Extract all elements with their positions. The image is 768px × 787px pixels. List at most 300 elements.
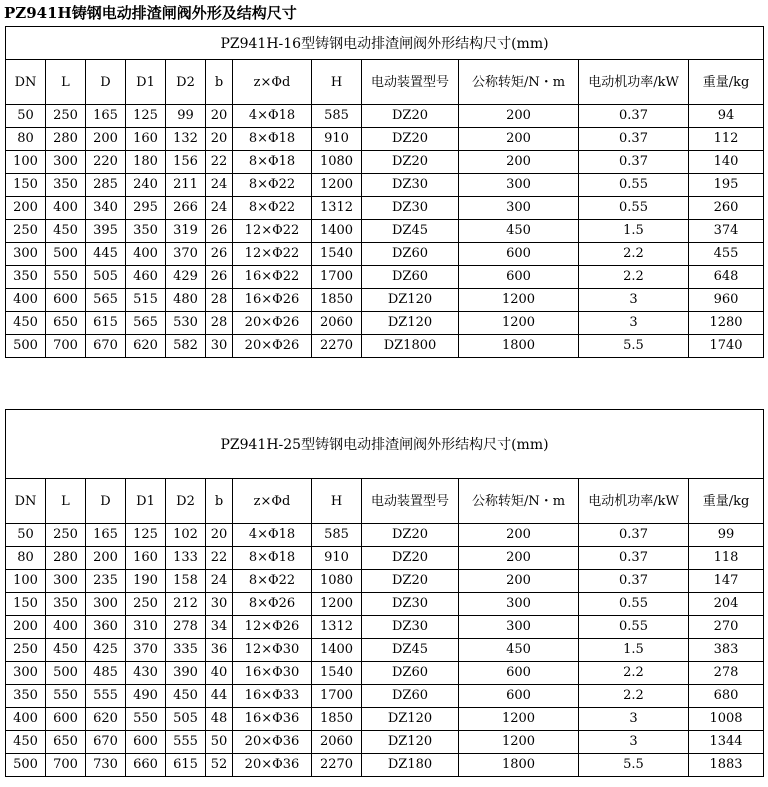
cell-torque: 600	[459, 243, 579, 266]
cell-d: 235	[86, 570, 126, 593]
cell-motor-power: 0.37	[579, 128, 689, 151]
cell-d2: 156	[166, 151, 206, 174]
cell-torque: 600	[459, 685, 579, 708]
header-weight: 重量/kg	[689, 479, 764, 524]
cell-d2: 319	[166, 220, 206, 243]
table-row	[6, 685, 764, 708]
cell-motor-power: 3	[579, 312, 689, 335]
cell-l: 550	[46, 685, 86, 708]
cell-torque: 200	[459, 547, 579, 570]
header-h: H	[312, 479, 362, 524]
cell-actuator-model: DZ20	[362, 151, 459, 174]
cell-b: 20	[206, 105, 233, 128]
cell-d1: 295	[126, 197, 166, 220]
table-row	[6, 731, 764, 754]
cell-d1: 460	[126, 266, 166, 289]
cell-motor-power: 0.37	[579, 151, 689, 174]
cell-dn: 150	[6, 593, 46, 616]
cell-d2: 450	[166, 685, 206, 708]
cell-actuator-model: DZ180	[362, 754, 459, 777]
cell-h: 1850	[312, 289, 362, 312]
cell-l: 650	[46, 312, 86, 335]
cell-actuator-model: DZ60	[362, 243, 459, 266]
cell-bolts: 16×Φ22	[233, 266, 312, 289]
cell-motor-power: 3	[579, 731, 689, 754]
cell-l: 650	[46, 731, 86, 754]
cell-h: 1400	[312, 220, 362, 243]
cell-weight: 260	[689, 197, 764, 220]
cell-torque: 1800	[459, 335, 579, 358]
cell-d1: 620	[126, 335, 166, 358]
cell-bolts: 12×Φ30	[233, 639, 312, 662]
header-actuator-model: 电动装置型号	[362, 479, 459, 524]
cell-h: 1540	[312, 662, 362, 685]
cell-b: 48	[206, 708, 233, 731]
cell-actuator-model: DZ30	[362, 174, 459, 197]
cell-d2: 429	[166, 266, 206, 289]
cell-actuator-model: DZ20	[362, 524, 459, 547]
cell-motor-power: 3	[579, 289, 689, 312]
table-row	[6, 754, 764, 777]
table-caption: PZ941H-25型铸钢电动排渣闸阀外形结构尺寸(mm)	[6, 410, 764, 479]
cell-l: 500	[46, 662, 86, 685]
cell-h: 1400	[312, 639, 362, 662]
cell-motor-power: 0.37	[579, 547, 689, 570]
cell-torque: 1200	[459, 731, 579, 754]
cell-d: 485	[86, 662, 126, 685]
cell-torque: 600	[459, 662, 579, 685]
cell-h: 585	[312, 105, 362, 128]
cell-d2: 530	[166, 312, 206, 335]
header-l: L	[46, 60, 86, 105]
cell-d2: 582	[166, 335, 206, 358]
table-row	[6, 220, 764, 243]
cell-b: 30	[206, 593, 233, 616]
cell-actuator-model: DZ45	[362, 639, 459, 662]
cell-d1: 250	[126, 593, 166, 616]
cell-h: 1540	[312, 243, 362, 266]
cell-l: 550	[46, 266, 86, 289]
cell-h: 2060	[312, 731, 362, 754]
cell-b: 26	[206, 266, 233, 289]
cell-actuator-model: DZ120	[362, 708, 459, 731]
cell-actuator-model: DZ60	[362, 266, 459, 289]
cell-motor-power: 5.5	[579, 335, 689, 358]
cell-d2: 133	[166, 547, 206, 570]
cell-bolts: 8×Φ18	[233, 151, 312, 174]
cell-l: 400	[46, 197, 86, 220]
header-d2: D2	[166, 60, 206, 105]
cell-weight: 1344	[689, 731, 764, 754]
header-bolts: z×Φd	[233, 479, 312, 524]
cell-d1: 180	[126, 151, 166, 174]
cell-l: 450	[46, 639, 86, 662]
cell-dn: 450	[6, 312, 46, 335]
cell-h: 2060	[312, 312, 362, 335]
cell-b: 36	[206, 639, 233, 662]
cell-d1: 550	[126, 708, 166, 731]
cell-bolts: 16×Φ26	[233, 289, 312, 312]
cell-h: 910	[312, 128, 362, 151]
cell-d1: 515	[126, 289, 166, 312]
cell-dn: 300	[6, 243, 46, 266]
cell-l: 700	[46, 754, 86, 777]
table-header-row	[6, 60, 764, 105]
table-row	[6, 105, 764, 128]
header-b: b	[206, 60, 233, 105]
cell-b: 26	[206, 220, 233, 243]
cell-d: 300	[86, 593, 126, 616]
cell-dn: 200	[6, 197, 46, 220]
cell-h: 2270	[312, 335, 362, 358]
cell-d: 165	[86, 524, 126, 547]
cell-actuator-model: DZ30	[362, 593, 459, 616]
cell-actuator-model: DZ30	[362, 197, 459, 220]
cell-l: 280	[46, 128, 86, 151]
cell-d: 615	[86, 312, 126, 335]
cell-b: 24	[206, 570, 233, 593]
cell-bolts: 8×Φ18	[233, 547, 312, 570]
cell-bolts: 16×Φ36	[233, 708, 312, 731]
cell-d2: 505	[166, 708, 206, 731]
cell-torque: 450	[459, 220, 579, 243]
cell-d1: 430	[126, 662, 166, 685]
cell-d: 565	[86, 289, 126, 312]
cell-weight: 99	[689, 524, 764, 547]
table-row	[6, 312, 764, 335]
cell-torque: 450	[459, 639, 579, 662]
cell-weight: 960	[689, 289, 764, 312]
header-actuator-model: 电动装置型号	[362, 60, 459, 105]
cell-bolts: 20×Φ26	[233, 312, 312, 335]
cell-bolts: 20×Φ36	[233, 754, 312, 777]
cell-torque: 200	[459, 570, 579, 593]
cell-motor-power: 0.55	[579, 593, 689, 616]
cell-weight: 140	[689, 151, 764, 174]
table-header-row	[6, 479, 764, 524]
cell-b: 30	[206, 335, 233, 358]
cell-weight: 94	[689, 105, 764, 128]
cell-actuator-model: DZ60	[362, 662, 459, 685]
cell-motor-power: 2.2	[579, 266, 689, 289]
cell-motor-power: 0.37	[579, 570, 689, 593]
table-row	[6, 570, 764, 593]
cell-dn: 250	[6, 220, 46, 243]
cell-torque: 200	[459, 151, 579, 174]
cell-actuator-model: DZ45	[362, 220, 459, 243]
cell-motor-power: 0.37	[579, 524, 689, 547]
cell-motor-power: 0.55	[579, 197, 689, 220]
cell-torque: 1200	[459, 289, 579, 312]
cell-bolts: 8×Φ26	[233, 593, 312, 616]
cell-motor-power: 5.5	[579, 754, 689, 777]
cell-torque: 200	[459, 128, 579, 151]
cell-d: 620	[86, 708, 126, 731]
cell-dn: 350	[6, 685, 46, 708]
table-row	[6, 197, 764, 220]
cell-motor-power: 0.55	[579, 174, 689, 197]
cell-weight: 147	[689, 570, 764, 593]
cell-bolts: 20×Φ36	[233, 731, 312, 754]
cell-dn: 500	[6, 335, 46, 358]
cell-d1: 660	[126, 754, 166, 777]
cell-h: 1312	[312, 197, 362, 220]
cell-b: 28	[206, 289, 233, 312]
cell-d: 340	[86, 197, 126, 220]
cell-motor-power: 0.55	[579, 616, 689, 639]
cell-b: 50	[206, 731, 233, 754]
cell-dn: 50	[6, 524, 46, 547]
cell-h: 1700	[312, 266, 362, 289]
cell-d: 445	[86, 243, 126, 266]
cell-actuator-model: DZ30	[362, 616, 459, 639]
header-motor-power: 电动机功率/kW	[579, 479, 689, 524]
cell-weight: 112	[689, 128, 764, 151]
cell-d1: 160	[126, 128, 166, 151]
header-bolts: z×Φd	[233, 60, 312, 105]
cell-actuator-model: DZ20	[362, 105, 459, 128]
header-d1: D1	[126, 479, 166, 524]
cell-d1: 190	[126, 570, 166, 593]
table-row	[6, 289, 764, 312]
cell-bolts: 16×Φ33	[233, 685, 312, 708]
cell-b: 24	[206, 174, 233, 197]
cell-b: 28	[206, 312, 233, 335]
cell-torque: 1200	[459, 708, 579, 731]
cell-d: 670	[86, 731, 126, 754]
cell-b: 20	[206, 128, 233, 151]
cell-actuator-model: DZ60	[362, 685, 459, 708]
cell-h: 910	[312, 547, 362, 570]
cell-weight: 278	[689, 662, 764, 685]
cell-d2: 158	[166, 570, 206, 593]
cell-bolts: 12×Φ26	[233, 616, 312, 639]
cell-l: 250	[46, 105, 86, 128]
table-row	[6, 243, 764, 266]
cell-d1: 125	[126, 524, 166, 547]
cell-motor-power: 2.2	[579, 662, 689, 685]
cell-b: 22	[206, 151, 233, 174]
header-dn: DN	[6, 479, 46, 524]
cell-torque: 300	[459, 174, 579, 197]
cell-motor-power: 0.37	[579, 105, 689, 128]
cell-weight: 374	[689, 220, 764, 243]
cell-motor-power: 3	[579, 708, 689, 731]
cell-weight: 680	[689, 685, 764, 708]
cell-h: 1850	[312, 708, 362, 731]
cell-torque: 1200	[459, 312, 579, 335]
cell-d1: 400	[126, 243, 166, 266]
cell-d: 730	[86, 754, 126, 777]
cell-torque: 1800	[459, 754, 579, 777]
cell-l: 500	[46, 243, 86, 266]
cell-h: 1080	[312, 151, 362, 174]
cell-b: 34	[206, 616, 233, 639]
header-h: H	[312, 60, 362, 105]
cell-l: 600	[46, 708, 86, 731]
cell-bolts: 8×Φ22	[233, 174, 312, 197]
table-row	[6, 151, 764, 174]
cell-d2: 99	[166, 105, 206, 128]
cell-bolts: 8×Φ18	[233, 128, 312, 151]
cell-h: 1700	[312, 685, 362, 708]
cell-dn: 80	[6, 128, 46, 151]
cell-dn: 400	[6, 708, 46, 731]
cell-bolts: 12×Φ22	[233, 220, 312, 243]
cell-weight: 1008	[689, 708, 764, 731]
cell-dn: 500	[6, 754, 46, 777]
cell-d2: 480	[166, 289, 206, 312]
cell-dn: 450	[6, 731, 46, 754]
cell-l: 450	[46, 220, 86, 243]
spec-table-pn16	[5, 26, 764, 358]
cell-l: 700	[46, 335, 86, 358]
cell-l: 350	[46, 593, 86, 616]
cell-weight: 383	[689, 639, 764, 662]
cell-actuator-model: DZ120	[362, 289, 459, 312]
header-torque: 公称转矩/N・m	[459, 479, 579, 524]
cell-d2: 335	[166, 639, 206, 662]
cell-bolts: 20×Φ26	[233, 335, 312, 358]
cell-d2: 266	[166, 197, 206, 220]
cell-l: 300	[46, 570, 86, 593]
header-d: D	[86, 479, 126, 524]
cell-dn: 300	[6, 662, 46, 685]
cell-d1: 160	[126, 547, 166, 570]
cell-d1: 600	[126, 731, 166, 754]
cell-dn: 80	[6, 547, 46, 570]
cell-actuator-model: DZ120	[362, 312, 459, 335]
cell-h: 585	[312, 524, 362, 547]
cell-dn: 100	[6, 151, 46, 174]
cell-torque: 200	[459, 524, 579, 547]
cell-b: 52	[206, 754, 233, 777]
cell-d: 285	[86, 174, 126, 197]
cell-l: 300	[46, 151, 86, 174]
cell-d: 425	[86, 639, 126, 662]
cell-d: 200	[86, 128, 126, 151]
cell-dn: 150	[6, 174, 46, 197]
cell-d1: 350	[126, 220, 166, 243]
cell-d1: 565	[126, 312, 166, 335]
table-row	[6, 547, 764, 570]
cell-l: 400	[46, 616, 86, 639]
cell-h: 1200	[312, 174, 362, 197]
cell-d2: 132	[166, 128, 206, 151]
cell-dn: 350	[6, 266, 46, 289]
cell-motor-power: 1.5	[579, 220, 689, 243]
cell-d: 395	[86, 220, 126, 243]
cell-bolts: 12×Φ22	[233, 243, 312, 266]
cell-d1: 310	[126, 616, 166, 639]
header-weight: 重量/kg	[689, 60, 764, 105]
cell-torque: 600	[459, 266, 579, 289]
cell-d2: 370	[166, 243, 206, 266]
header-d1: D1	[126, 60, 166, 105]
cell-weight: 195	[689, 174, 764, 197]
cell-b: 40	[206, 662, 233, 685]
cell-actuator-model: DZ1800	[362, 335, 459, 358]
cell-weight: 648	[689, 266, 764, 289]
cell-weight: 1740	[689, 335, 764, 358]
cell-d: 670	[86, 335, 126, 358]
cell-torque: 300	[459, 593, 579, 616]
cell-d2: 212	[166, 593, 206, 616]
cell-l: 600	[46, 289, 86, 312]
cell-torque: 300	[459, 197, 579, 220]
header-d: D	[86, 60, 126, 105]
cell-d2: 390	[166, 662, 206, 685]
cell-h: 1200	[312, 593, 362, 616]
cell-d2: 211	[166, 174, 206, 197]
cell-d: 555	[86, 685, 126, 708]
cell-d2: 555	[166, 731, 206, 754]
cell-motor-power: 2.2	[579, 243, 689, 266]
cell-b: 26	[206, 243, 233, 266]
cell-h: 1312	[312, 616, 362, 639]
table-row	[6, 616, 764, 639]
cell-d1: 490	[126, 685, 166, 708]
cell-bolts: 4×Φ18	[233, 524, 312, 547]
cell-bolts: 4×Φ18	[233, 105, 312, 128]
header-torque: 公称转矩/N・m	[459, 60, 579, 105]
cell-h: 1080	[312, 570, 362, 593]
cell-weight: 1280	[689, 312, 764, 335]
cell-motor-power: 2.2	[579, 685, 689, 708]
cell-weight: 118	[689, 547, 764, 570]
cell-l: 280	[46, 547, 86, 570]
table-row	[6, 593, 764, 616]
table-row	[6, 662, 764, 685]
cell-d: 200	[86, 547, 126, 570]
header-dn: DN	[6, 60, 46, 105]
cell-actuator-model: DZ20	[362, 128, 459, 151]
cell-d1: 240	[126, 174, 166, 197]
header-b: b	[206, 479, 233, 524]
table-row	[6, 174, 764, 197]
cell-bolts: 8×Φ22	[233, 570, 312, 593]
cell-d2: 102	[166, 524, 206, 547]
table-row	[6, 128, 764, 151]
cell-d2: 278	[166, 616, 206, 639]
page-title: PZ941H铸钢电动排渣闸阀外形及结构尺寸	[4, 4, 297, 22]
cell-d: 220	[86, 151, 126, 174]
cell-d: 505	[86, 266, 126, 289]
table-row	[6, 524, 764, 547]
cell-b: 20	[206, 524, 233, 547]
cell-weight: 455	[689, 243, 764, 266]
cell-bolts: 8×Φ22	[233, 197, 312, 220]
cell-dn: 200	[6, 616, 46, 639]
cell-dn: 50	[6, 105, 46, 128]
spec-table-pn25	[5, 409, 764, 777]
table-caption: PZ941H-16型铸钢电动排渣闸阀外形结构尺寸(mm)	[6, 27, 764, 60]
cell-d2: 615	[166, 754, 206, 777]
cell-actuator-model: DZ20	[362, 547, 459, 570]
cell-torque: 300	[459, 616, 579, 639]
cell-b: 24	[206, 197, 233, 220]
cell-dn: 400	[6, 289, 46, 312]
header-d2: D2	[166, 479, 206, 524]
cell-dn: 100	[6, 570, 46, 593]
table-row	[6, 639, 764, 662]
header-motor-power: 电动机功率/kW	[579, 60, 689, 105]
cell-d1: 370	[126, 639, 166, 662]
cell-d: 165	[86, 105, 126, 128]
cell-weight: 1883	[689, 754, 764, 777]
cell-motor-power: 1.5	[579, 639, 689, 662]
table-row	[6, 708, 764, 731]
